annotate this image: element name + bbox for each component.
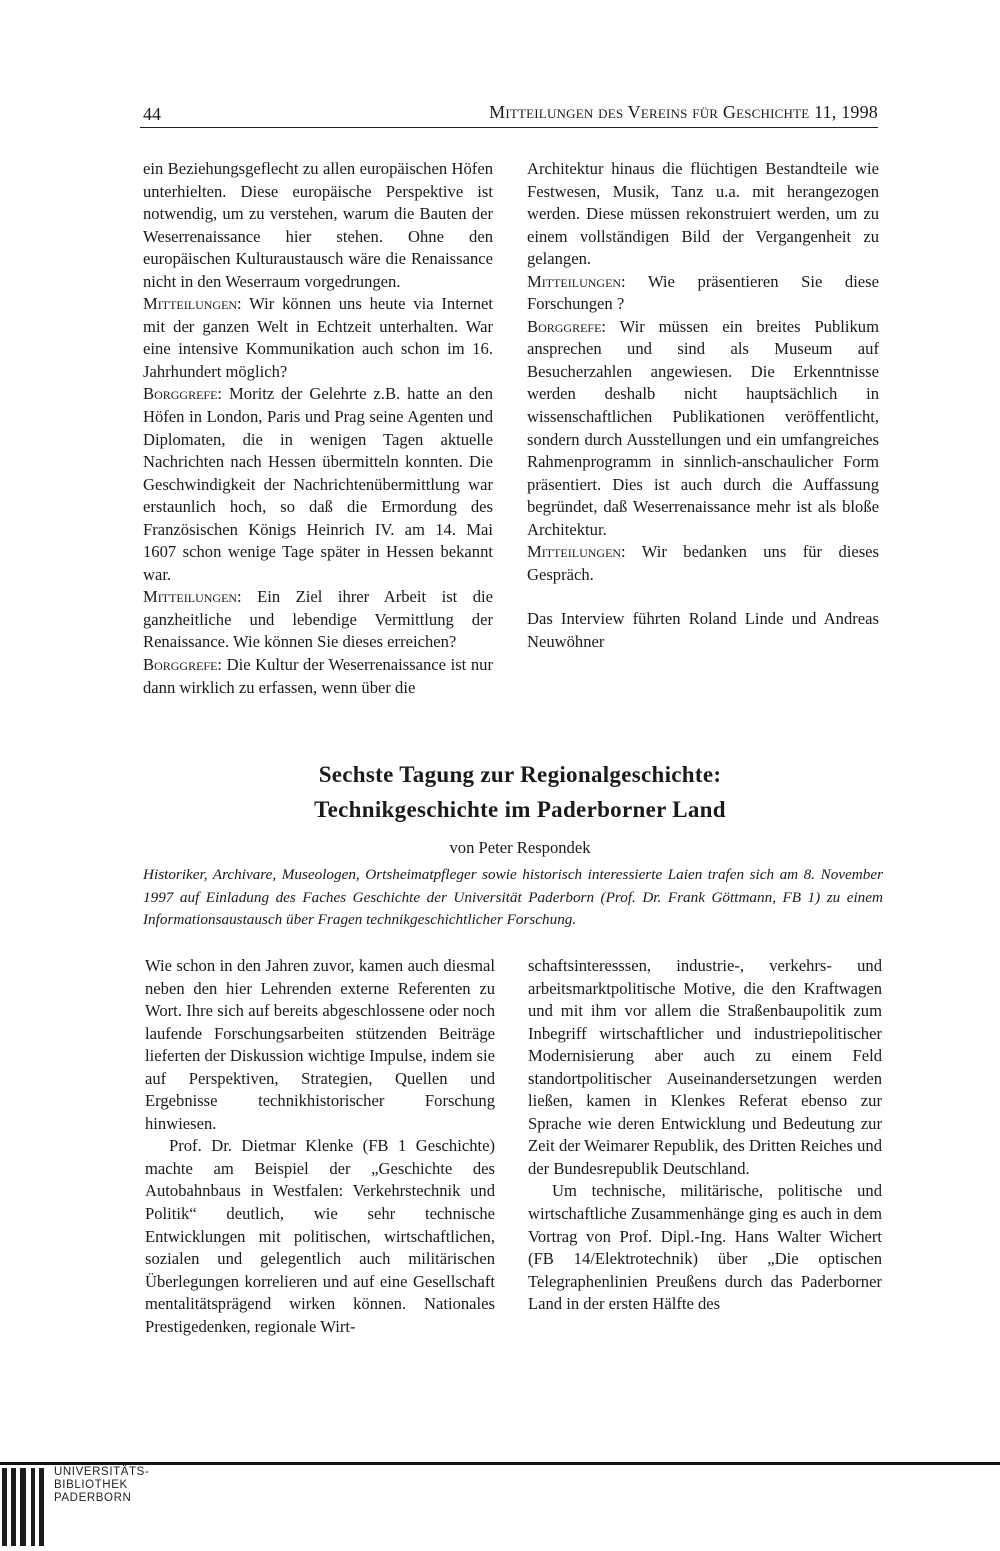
article-abstract: Historiker, Archivare, Museologen, Ortsheimatpfleger sowie historisch interessierte Laien trafen sich am 8. November 1997 auf Einladung des Faches Geschichte der Universität Paderborn (Prof. Dr. Frank Göttmann, FB 1) zu einem Informationsaustausch über Fragen technikgeschichtlicher Forschung. bbox=[143, 866, 883, 928]
header-rule bbox=[140, 127, 878, 128]
article-byline: von Peter Respondek bbox=[449, 838, 591, 857]
paragraph-text: ein Beziehungsgeflecht zu allen europäischen Höfen unterhielten. Diese europäische Perspektive ist notwendig, um zu verstehen, warum die Bauten der Weserrenaissance hier stehen. Ohne den europäischen Kulturaustausch wäre die Renaissance nicht in den Weserraum vorgedrungen. bbox=[143, 159, 493, 291]
logo-line: BIBLIOTHEK bbox=[54, 1479, 128, 1491]
speaker-label: Mitteilungen: bbox=[143, 587, 242, 607]
interview-right-column bbox=[527, 158, 879, 653]
speaker-label: Borggrefe: bbox=[527, 316, 607, 336]
paragraph-text: Wir müssen ein breites Publikum ansprechen und sind als Museum auf Besucherzahlen angewiesen. Die Erkenntnisse werden deshalb nicht hauptsächlich in wissenschaftlichen Publikationen veröffentlicht, sondern durch Ausstellungen und ein umfangreiches Rahmenprogramm in sinnlich-anschaulicher Form präsentiert. Dies ist auch durch die Auffassung begründet, daß Weserrenaissance mehr ist als bloße Architektur. bbox=[527, 316, 879, 539]
speaker-label: Mitteilungen: bbox=[527, 542, 626, 562]
paragraph bbox=[527, 541, 879, 586]
speaker-label: Borggrefe: bbox=[143, 384, 223, 404]
article-right-column bbox=[528, 955, 882, 1316]
article-title-line1: Sechste Tagung zur Regionalgeschichte: bbox=[318, 762, 722, 787]
paragraph: Wie schon in den Jahren zuvor, kamen auch diesmal neben den hier Lehrenden externe Referenten zu Wort. Ihre sich auf bereits abgeschlossene oder noch laufende Forschungsarbeiten stützenden Beiträge lieferten der Diskussion wichtige Impulse, indem sie auf Perspektiven, Strategien, Quellen und Ergebnisse technikhistorischer Forschung hinwiesen. bbox=[145, 956, 495, 1133]
paragraph bbox=[527, 271, 879, 316]
paragraph-text: Die Kultur der Weserrenaissance ist nur dann wirklich zu erfassen, wenn über die bbox=[143, 655, 493, 697]
speaker-label: Mitteilungen: bbox=[527, 271, 626, 291]
paragraph-text: Moritz der Gelehrte z.B. hatte an den Höfen in London, Paris und Prag seine Agenten und Diplomaten, die in wenigen Tagen aktuelle Nachrichten nach Hessen übermitteln konnten. Die Geschwindigkeit der Nachrichtenübermittlung war erstaunlich hoch, so daß die Ermordung des Französischen Königs Heinrich IV. am 14. Mai 1607 schon wenige Tage später in Hessen bekannt war. bbox=[143, 384, 493, 584]
paragraph bbox=[143, 654, 493, 699]
page-number: 44 bbox=[143, 104, 161, 124]
logo-line: PADERBORN bbox=[54, 1492, 132, 1504]
article-title-line2: Technikgeschichte im Paderborner Land bbox=[314, 797, 726, 822]
paragraph: Um technische, militärische, politische und wirtschaftliche Zusammenhänge ging es auch in dem Vortrag von Prof. Dipl.-Ing. Hans Walter Wichert (FB 14/Elektrotechnik) über „Die optischen Telegraphenlinien Preußens durch das Paderborner Land in der ersten Hälfte des bbox=[528, 1181, 882, 1314]
paragraph bbox=[143, 586, 493, 654]
paragraph-text: Wir bedanken uns für dieses Gespräch. bbox=[527, 542, 879, 584]
running-head: Mitteilungen des Vereins für Geschichte 11, 1998 bbox=[489, 102, 878, 122]
paragraph-text: Architektur hinaus die flüchtigen Bestandteile wie Festwesen, Musik, Tanz u.a. mit herangezogen werden. Diese müssen rekonstruiert werden, um zu einem vollständigen Bild der Vergangenheit zu gelangen. bbox=[527, 159, 879, 269]
paragraph-text: Wir können uns heute via Internet mit der ganzen Welt in Echtzeit unterhalten. War eine intensive Kommunikation auch schon im 16. Jahrhundert möglich? bbox=[143, 294, 493, 381]
article-left-column bbox=[145, 955, 495, 1338]
paragraph bbox=[527, 316, 879, 541]
speaker-label: Borggrefe: bbox=[143, 655, 223, 675]
library-logo-text bbox=[54, 1466, 149, 1505]
library-logo bbox=[0, 1462, 160, 1551]
logo-line: UNIVERSITÄTS- bbox=[54, 1466, 150, 1478]
paragraph bbox=[527, 158, 879, 271]
interview-left-column bbox=[143, 158, 493, 699]
paragraph-text: Ein Ziel ihrer Arbeit ist die ganzheitliche und lebendige Vermittlung der Renaissance. Wie können Sie dieses erreichen? bbox=[143, 587, 493, 652]
paragraph-text: Wie präsentieren Sie diese Forschungen ? bbox=[527, 271, 879, 314]
paragraph: schaftsinteresssen, industrie-, verkehrs- und arbeitsmarktpolitische Motive, die den Kraftwagen und mit ihm vor allem die Straßenbaupolitik zum Inbegriff wirtschaftlicher und industriepolitischer Modernisierung aber auch zu einem Feld standortpolitischer Auseinandersetzungen werden ließen, kamen in Klenkes Referat ebenso zur Sprache wie deren Entwicklung und Bedeutung zur Zeit der Weimarer Republik, des Dritten Reiches und der Bundesrepublik Deutschland. bbox=[528, 956, 882, 1178]
paragraph: Prof. Dr. Dietmar Klenke (FB 1 Geschichte) machte am Beispiel der „Geschichte des Autobahnbaus in Westfalen: Verkehrstechnik und Politik“ deutlich, wie sehr technische Entwicklungen mit politischen, wirtschaftlichen, sozialen und gelegentlich auch militärischen Überlegungen korrelieren und auf eine Gesellschaft mentalitätsprägend wirken können. Nationales Prestigedenken, regionale Wirt- bbox=[145, 1136, 495, 1336]
paragraph bbox=[143, 293, 493, 383]
speaker-label: Mitteilungen: bbox=[143, 294, 242, 314]
interview-credit: Das Interview führten Roland Linde und Andreas Neuwöhner bbox=[527, 609, 879, 651]
paragraph bbox=[143, 383, 493, 586]
paragraph bbox=[143, 158, 493, 293]
